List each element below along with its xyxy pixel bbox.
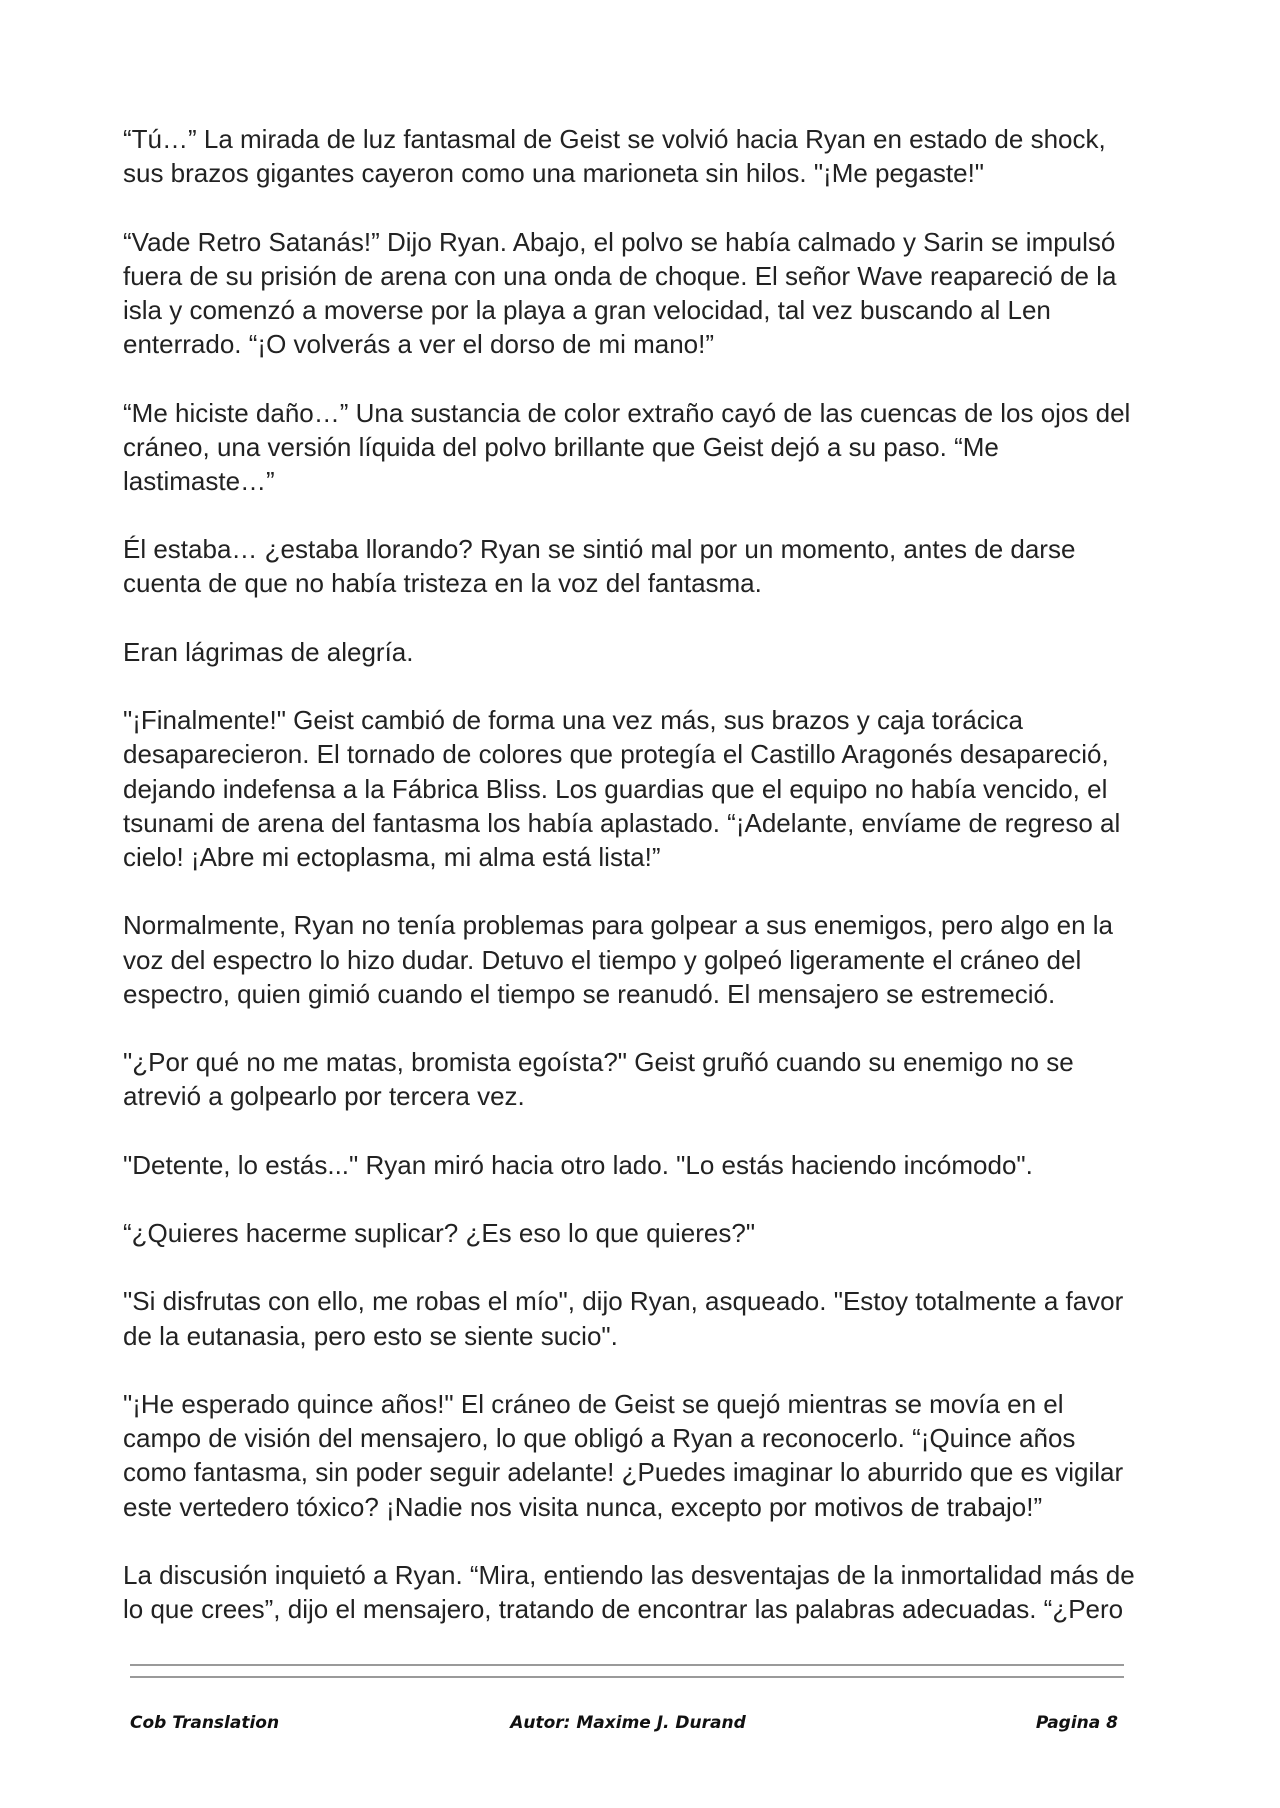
text-line: campo de visión del mensajero, lo que obligó a Ryan a reconocerlo. “¡Quince años xyxy=(123,1423,1076,1454)
text-line: Él estaba… ¿estaba llorando? Ryan se sintió mal por un momento, antes de darse xyxy=(123,534,1076,565)
text-line: isla y comenzó a moverse por la playa a gran velocidad, tal vez buscando al Len xyxy=(123,294,1051,325)
footer-divider-top xyxy=(130,1664,1124,1666)
text-line: La discusión inquietó a Ryan. “Mira, entiendo las desventajas de la inmortalidad más de xyxy=(123,1559,1135,1590)
text-line: cráneo, una versión líquida del polvo brillante que Geist dejó a su paso. “Me xyxy=(123,431,999,462)
paragraph xyxy=(123,1284,1243,1352)
text-line: “Tú…” La mirada de luz fantasmal de Geist se volvió hacia Ryan en estado de shock, xyxy=(123,124,1106,154)
text-line: lastimaste…” xyxy=(123,465,275,496)
text-line: cielo! ¡Abre mi ectoplasma, mi alma está lista!” xyxy=(123,841,661,872)
text-line: dejando indefensa a la Fábrica Bliss. Los guardias que el equipo no había vencido, el xyxy=(123,773,1108,804)
paragraph xyxy=(123,908,1243,1011)
text-line: "Si disfrutas con ello, me robas el mío", dijo Ryan, asqueado. "Estoy totalmente a favor xyxy=(123,1286,1124,1317)
text-line: "¡He esperado quince años!" El cráneo de Geist se quejó mientras se movía en el xyxy=(123,1388,1064,1419)
text-line: sus brazos gigantes cayeron como una marioneta sin hilos. "¡Me pegaste!" xyxy=(123,158,985,189)
text-line: lo que crees”, dijo el mensajero, tratando de encontrar las palabras adecuadas. “¿Pero xyxy=(123,1594,1124,1625)
paragraph xyxy=(123,225,1243,362)
text-line: enterrado. “¡O volverás a ver el dorso de mi mano!” xyxy=(123,329,715,360)
footer-translator: Cob Translation xyxy=(130,1713,280,1733)
paragraph xyxy=(123,703,1243,874)
text-line: “¿Quieres hacerme suplicar? ¿Es eso lo que quieres?" xyxy=(123,1218,756,1248)
paragraph xyxy=(123,532,1243,600)
paragraph xyxy=(123,122,1243,190)
text-line: fuera de su prisión de arena con una onda de choque. El señor Wave reapareció de la xyxy=(123,260,1117,291)
page-body xyxy=(123,122,1243,1660)
text-line: Eran lágrimas de alegría. xyxy=(123,636,414,667)
paragraph xyxy=(123,1558,1243,1626)
paragraph xyxy=(123,396,1243,499)
text-line: este vertedero tóxico? ¡Nadie nos visita nunca, excepto por motivos de trabajo!” xyxy=(123,1491,1043,1522)
paragraph xyxy=(123,1387,1243,1524)
footer-author: Autor: Maxime J. Durand xyxy=(510,1713,746,1733)
paragraph xyxy=(123,635,1243,669)
footer-divider-bottom xyxy=(130,1676,1124,1678)
text-line: “Vade Retro Satanás!” Dijo Ryan. Abajo, el polvo se había calmado y Sarin se impulsó xyxy=(123,226,1116,257)
text-line: atrevió a golpearlo por tercera vez. xyxy=(123,1081,525,1112)
text-line: como fantasma, sin poder seguir adelante! ¿Puedes imaginar lo aburrido que es vigilar xyxy=(123,1457,1124,1488)
text-line: "¡Finalmente!" Geist cambió de forma una vez más, sus brazos y caja torácica xyxy=(123,705,1023,736)
text-line: "Detente, lo estás..." Ryan miró hacia otro lado. "Lo estás haciendo incómodo". xyxy=(123,1149,1033,1180)
text-line: “Me hiciste daño…” Una sustancia de color extraño cayó de las cuencas de los ojos del xyxy=(123,397,1131,428)
text-line: voz del espectro lo hizo dudar. Detuvo el tiempo y golpeó ligeramente el cráneo del xyxy=(123,944,1082,975)
text-line: desaparecieron. El tornado de colores que protegía el Castillo Aragonés desapareció, xyxy=(123,739,1109,770)
paragraph xyxy=(123,1045,1243,1113)
text-line: Normalmente, Ryan no tenía problemas para golpear a sus enemigos, pero algo en la xyxy=(123,910,1114,941)
footer-page-number: Pagina 8 xyxy=(1035,1713,1118,1733)
text-line: "¿Por qué no me matas, bromista egoísta?" Geist gruñó cuando su enemigo no se xyxy=(123,1047,1074,1078)
text-line: cuenta de que no había tristeza en la voz del fantasma. xyxy=(123,568,762,599)
paragraph xyxy=(123,1148,1243,1182)
paragraph xyxy=(123,1216,1243,1250)
text-line: tsunami de arena del fantasma los había aplastado. “¡Adelante, envíame de regreso al xyxy=(123,807,1121,838)
text-line: espectro, quien gimió cuando el tiempo se reanudó. El mensajero se estremeció. xyxy=(123,978,1056,1009)
text-line: de la eutanasia, pero esto se siente sucio". xyxy=(123,1320,618,1351)
